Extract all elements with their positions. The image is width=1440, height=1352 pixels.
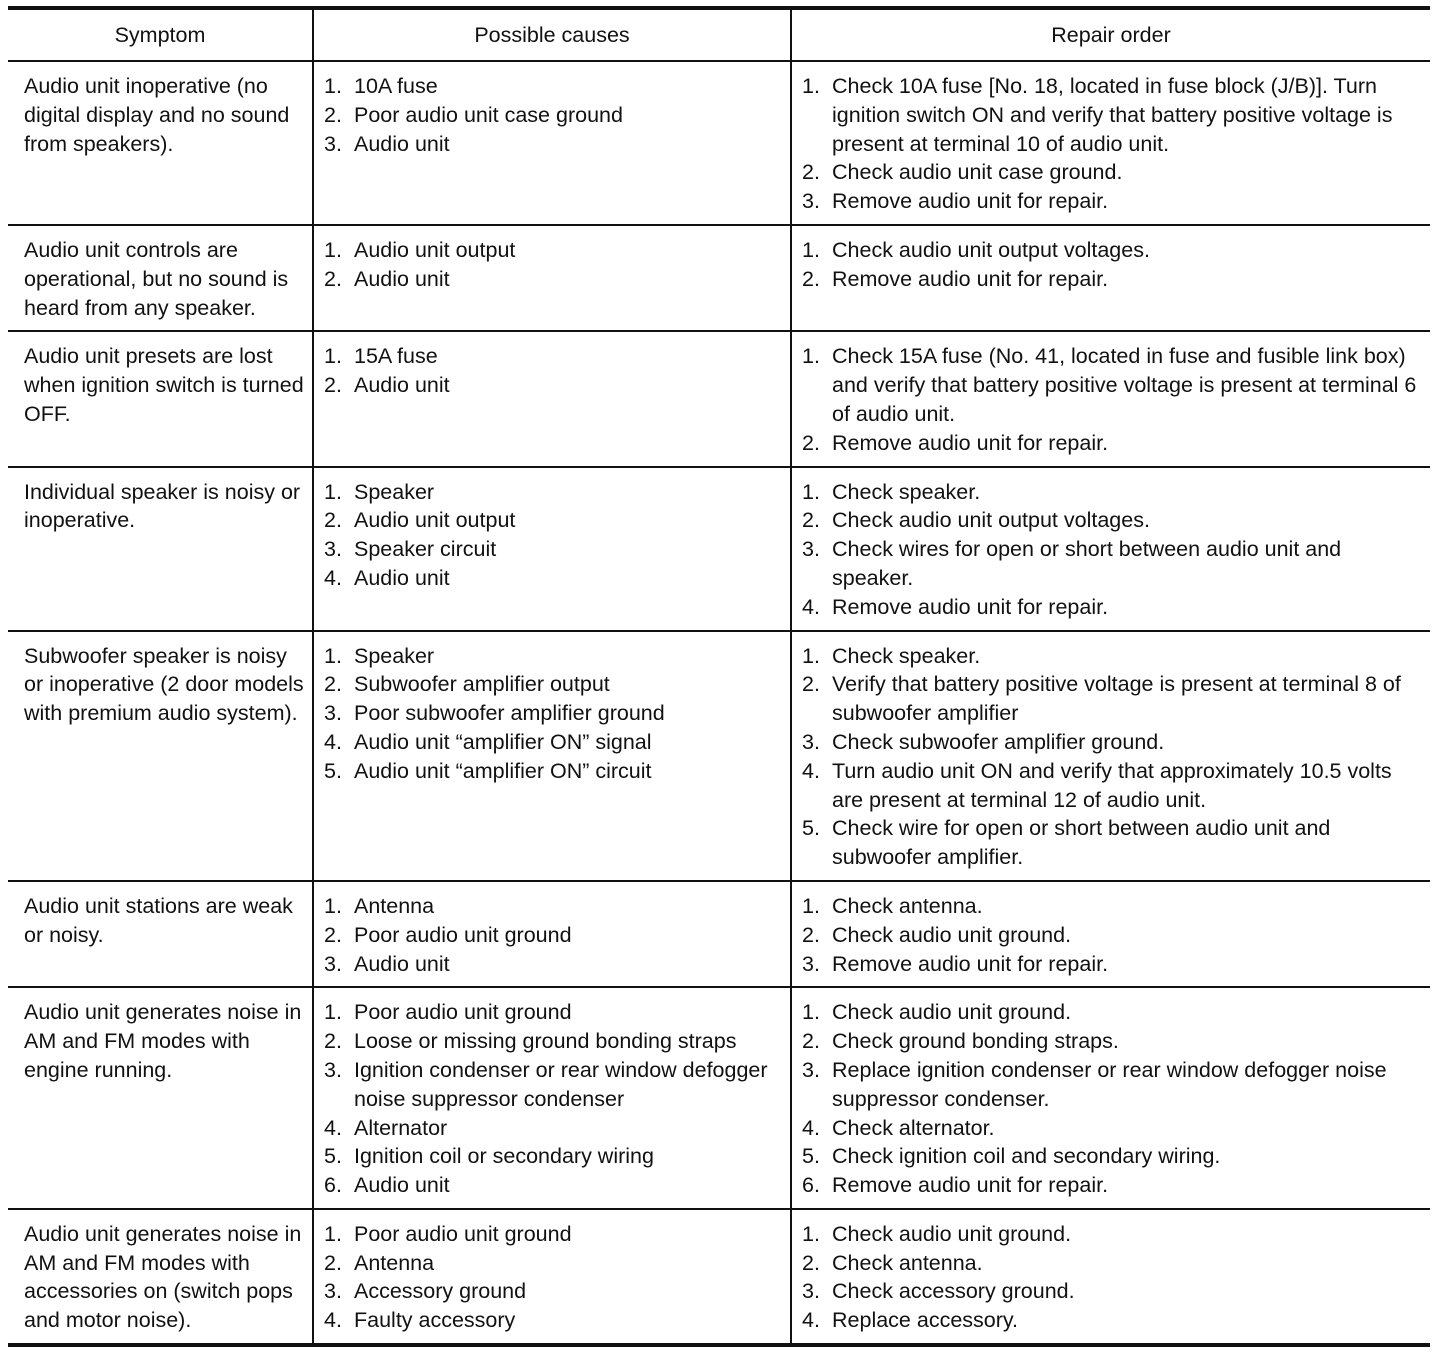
repair-step: 1. Check speaker. [802, 642, 1422, 671]
cause-item: 5. Ignition coil or secondary wiring [324, 1142, 782, 1171]
cause-item: 3. Accessory ground [324, 1277, 782, 1306]
cause-item: 2. Poor audio unit ground [324, 921, 782, 950]
cause-item: 2. Subwoofer amplifier output [324, 670, 782, 699]
repairs-list [802, 998, 1422, 1200]
causes-cell [313, 61, 791, 225]
cause-item: 3. Audio unit [324, 130, 782, 159]
repair-order-cell [791, 987, 1430, 1209]
cause-item: 2. Audio unit [324, 265, 782, 294]
symptom-cell: Audio unit generates noise in AM and FM modes with accessories on (switch pops and motor noise). [24, 1221, 302, 1333]
cause-item: 1. Poor audio unit ground [324, 998, 782, 1027]
cause-item: 2. Poor audio unit case ground [324, 101, 782, 130]
repair-step: 1. Check audio unit output voltages. [802, 236, 1422, 265]
repair-step: 2. Remove audio unit for repair. [802, 265, 1422, 294]
troubleshooting-page [8, 6, 1430, 1347]
header-possible-causes: Possible causes [313, 8, 791, 61]
repair-step: 3. Replace ignition condenser or rear window defogger noise suppressor condenser. [802, 1056, 1422, 1114]
cause-item: 4. Audio unit “amplifier ON” signal [324, 728, 782, 757]
cause-item: 3. Speaker circuit [324, 535, 782, 564]
repair-step: 3. Remove audio unit for repair. [802, 187, 1422, 216]
repair-step: 6. Remove audio unit for repair. [802, 1171, 1422, 1200]
causes-list [324, 892, 782, 978]
table-header [8, 8, 1430, 61]
repair-order-cell [791, 1209, 1430, 1345]
causes-cell [313, 881, 791, 987]
table-row [8, 987, 1430, 1209]
repair-step: 1. Check 15A fuse (No. 41, located in fuse and fusible link box) and verify that battery positive voltage is present at terminal 6 of audio unit. [802, 342, 1422, 428]
repair-step: 1. Check audio unit ground. [802, 998, 1422, 1027]
symptom-cell: Audio unit controls are operational, but no sound is heard from any speaker. [24, 237, 289, 320]
repair-step: 2. Remove audio unit for repair. [802, 429, 1422, 458]
cause-item: 3. Ignition condenser or rear window defogger noise suppressor condenser [324, 1056, 782, 1114]
repair-order-cell [791, 881, 1430, 987]
table-row [8, 225, 1430, 331]
repair-step: 4. Turn audio unit ON and verify that approximately 10.5 volts are present at terminal 12 of audio unit. [802, 757, 1422, 815]
header-row [8, 8, 1430, 61]
repair-order-cell [791, 631, 1430, 881]
cause-item: 1. Antenna [324, 892, 782, 921]
symptom-cell: Audio unit inoperative (no digital display and no sound from speakers). [24, 74, 290, 156]
cause-item: 2. Loose or missing ground bonding straps [324, 1027, 782, 1056]
symptom-cell: Subwoofer speaker is noisy or inoperative (2 door models with premium audio system). [24, 643, 304, 726]
cause-item: 1. Audio unit output [324, 236, 782, 265]
symptom-cell: Audio unit stations are weak or noisy. [24, 893, 293, 947]
cause-item: 1. Poor audio unit ground [324, 1220, 782, 1249]
repair-order-cell [791, 225, 1430, 331]
repair-step: 4. Remove audio unit for repair. [802, 593, 1422, 622]
table-row [8, 331, 1430, 466]
repair-step: 2. Check ground bonding straps. [802, 1027, 1422, 1056]
causes-list [324, 342, 782, 400]
repair-step: 1. Check 10A fuse [No. 18, located in fuse block (J/B)]. Turn ignition switch ON and verify that battery positive voltage is present at terminal 10 of audio unit. [802, 72, 1422, 158]
repair-step: 5. Check ignition coil and secondary wiring. [802, 1142, 1422, 1171]
repairs-list [802, 236, 1422, 294]
cause-item: 2. Audio unit output [324, 506, 782, 535]
causes-list [324, 998, 782, 1200]
repairs-list [802, 72, 1422, 216]
cause-item: 1. Speaker [324, 642, 782, 671]
repair-step: 1. Check audio unit ground. [802, 1220, 1422, 1249]
symptom-cell: Individual speaker is noisy or inoperative. [24, 479, 301, 533]
repair-step: 3. Check wires for open or short between audio unit and speaker. [802, 535, 1422, 593]
repair-step: 4. Replace accessory. [802, 1306, 1422, 1335]
troubleshooting-table [8, 6, 1430, 1347]
causes-cell [313, 987, 791, 1209]
causes-list [324, 642, 782, 786]
cause-item: 2. Audio unit [324, 371, 782, 400]
repairs-list [802, 1220, 1422, 1335]
cause-item: 1. 15A fuse [324, 342, 782, 371]
table-row [8, 61, 1430, 225]
table-body [8, 61, 1430, 1345]
causes-cell [313, 467, 791, 631]
repair-step: 2. Verify that battery positive voltage is present at terminal 8 of subwoofer amplifier [802, 670, 1422, 728]
table-row [8, 631, 1430, 881]
repair-step: 3. Remove audio unit for repair. [802, 950, 1422, 979]
symptom-cell: Audio unit generates noise in AM and FM modes with engine running. [24, 1000, 302, 1082]
repair-step: 2. Check audio unit ground. [802, 921, 1422, 950]
repair-step: 2. Check audio unit output voltages. [802, 506, 1422, 535]
repair-order-cell [791, 467, 1430, 631]
cause-item: 1. 10A fuse [324, 72, 782, 101]
cause-item: 3. Poor subwoofer amplifier ground [324, 699, 782, 728]
causes-list [324, 72, 782, 158]
repair-step: 1. Check antenna. [802, 892, 1422, 921]
cause-item: 4. Audio unit [324, 564, 782, 593]
repair-step: 2. Check audio unit case ground. [802, 158, 1422, 187]
symptom-cell: Audio unit presets are lost when ignition switch is turned OFF. [24, 344, 304, 426]
cause-item: 3. Audio unit [324, 950, 782, 979]
causes-list [324, 478, 782, 593]
causes-list [324, 236, 782, 294]
repair-order-cell [791, 331, 1430, 466]
cause-item: 1. Speaker [324, 478, 782, 507]
repair-order-cell [791, 61, 1430, 225]
repair-step: 1. Check speaker. [802, 478, 1422, 507]
repair-step: 3. Check subwoofer amplifier ground. [802, 728, 1422, 757]
repairs-list [802, 892, 1422, 978]
repair-step: 5. Check wire for open or short between audio unit and subwoofer amplifier. [802, 814, 1422, 872]
repair-step: 2. Check antenna. [802, 1249, 1422, 1278]
causes-cell [313, 631, 791, 881]
causes-cell [313, 1209, 791, 1345]
repairs-list [802, 478, 1422, 622]
table-row [8, 881, 1430, 987]
header-repair-order: Repair order [791, 8, 1430, 61]
repairs-list [802, 642, 1422, 872]
repairs-list [802, 342, 1422, 457]
cause-item: 4. Faulty accessory [324, 1306, 782, 1335]
table-row [8, 467, 1430, 631]
cause-item: 4. Alternator [324, 1114, 782, 1143]
causes-cell [313, 331, 791, 466]
repair-step: 4. Check alternator. [802, 1114, 1422, 1143]
cause-item: 5. Audio unit “amplifier ON” circuit [324, 757, 782, 786]
table-row [8, 1209, 1430, 1345]
header-symptom: Symptom [114, 22, 206, 47]
causes-cell [313, 225, 791, 331]
cause-item: 6. Audio unit [324, 1171, 782, 1200]
repair-step: 3. Check accessory ground. [802, 1277, 1422, 1306]
causes-list [324, 1220, 782, 1335]
cause-item: 2. Antenna [324, 1249, 782, 1278]
